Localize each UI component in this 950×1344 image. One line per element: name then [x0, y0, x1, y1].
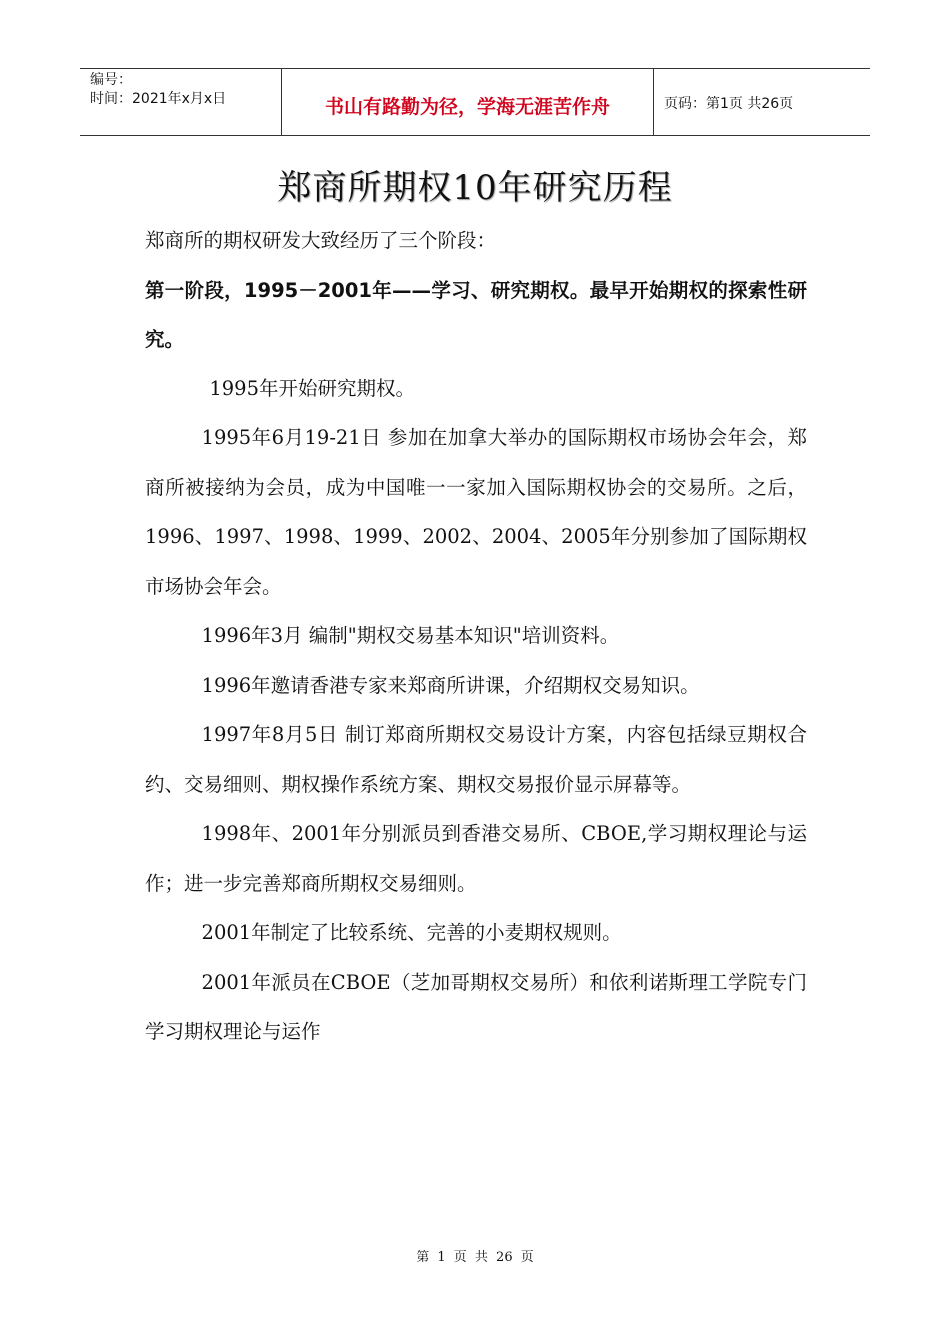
intro-paragraph: 郑商所的期权研发大致经历了三个阶段： — [145, 229, 497, 252]
body-paragraph: 1995年开始研究期权。 — [209, 376, 415, 400]
header-page-info: 页码：第1页 共26页 — [664, 96, 794, 112]
body-paragraph: 2001年制定了比较系统、完善的小麦期权规则。 — [201, 921, 622, 944]
body-paragraph: 1996年邀请香港专家来郑商所讲课，介绍期权交易知识。 — [201, 673, 700, 697]
header-meta — [80, 69, 282, 135]
body-paragraph: 1997年8月5日 制订郑商所期权交易设计方案，内容包括绿豆期权合约、交易细则、期权操作系统方案、期权交易报价显示屏幕等。 — [145, 723, 807, 796]
document-header — [80, 68, 870, 136]
document-body — [145, 216, 807, 1057]
body-paragraph: 1995年6月19-21日 参加在加拿大举办的国际期权市场协会年会，郑商所被接纳为会员，成为中国唯一一家加入国际期权协会的交易所。之后，1996、1997、1998、1999、2002、2004、2005年分别参加了国际期权市场协会年会。 — [145, 426, 807, 598]
header-motto: 书山有路勤为径，学海无涯苦作舟 — [282, 69, 654, 135]
document-title: 郑商所期权10年研究历程 — [277, 168, 673, 208]
body-paragraph: 2001年派员在CBOE（芝加哥期权交易所）和依利诺斯理工学院专门学习期权理论与运作 — [145, 970, 807, 1043]
page-footer: 第 1 页 共 26 页 — [416, 1250, 534, 1265]
document-time-label: 时间：2021年x月x日 — [90, 91, 227, 107]
body-paragraph: 1998年、2001年分别派员到香港交易所、CBOE,学习期权理论与运作；进一步完善郑商所期权交易细则。 — [145, 822, 807, 895]
stage-heading: 第一阶段，1995－2001年——学习、研究期权。最早开始期权的探索性研究。 — [145, 278, 807, 351]
body-paragraph: 1996年3月 编制"期权交易基本知识"培训资料。 — [201, 624, 620, 647]
document-number-label: 编号： — [90, 72, 132, 88]
